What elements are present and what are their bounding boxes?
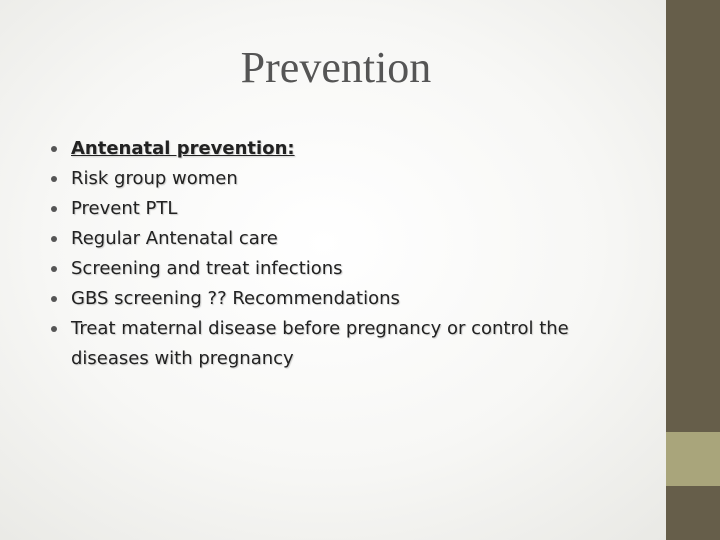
- bullet-text: Screening and treat infections: [71, 258, 343, 279]
- bullet-dot-icon: [51, 296, 57, 302]
- bullet-dot-icon: [51, 146, 57, 152]
- bullet-dot-icon: [51, 266, 57, 272]
- side-band-dark-bottom: [666, 486, 720, 540]
- bullet-list: [50, 134, 610, 374]
- bullet-text: Risk group women: [71, 168, 238, 189]
- side-band-light: [666, 432, 720, 486]
- bullet-item: [50, 314, 610, 374]
- slide-title: Prevention: [240, 43, 432, 92]
- bullet-item: [50, 134, 610, 164]
- bullet-item: [50, 164, 610, 194]
- bullet-dot-icon: [51, 176, 57, 182]
- bullet-item: [50, 254, 610, 284]
- bullet-dot-icon: [51, 206, 57, 212]
- side-band-dark-top: [666, 0, 720, 432]
- bullet-text: Regular Antenatal care: [71, 228, 278, 249]
- bullet-heading: Antenatal prevention:: [71, 138, 295, 159]
- bullet-item: [50, 224, 610, 254]
- bullet-dot-icon: [51, 326, 57, 332]
- bullet-dot-icon: [51, 236, 57, 242]
- bullet-text: Prevent PTL: [71, 198, 178, 219]
- bullet-item: [50, 284, 610, 314]
- bullet-item: [50, 194, 610, 224]
- bullet-text: GBS screening ?? Recommendations: [71, 288, 400, 309]
- bullet-text: Treat maternal disease before pregnancy or control the diseases with pregnancy: [71, 318, 569, 369]
